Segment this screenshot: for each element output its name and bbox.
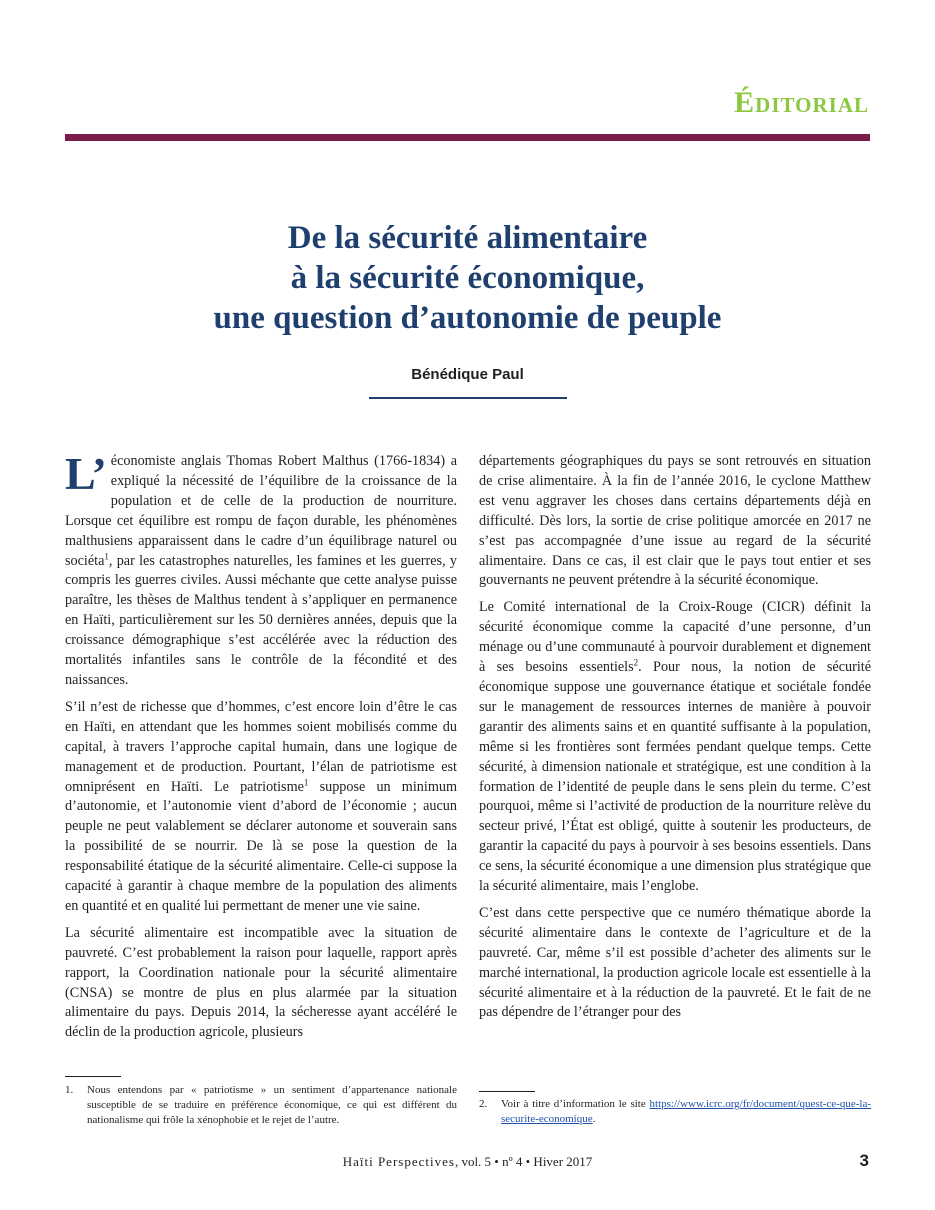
footnote-number: 2. [479, 1098, 488, 1110]
footnote-2 [479, 1097, 871, 1127]
paragraph-text: Le Comité international de la Croix-Rouge (CICR) définit la sécurité économique comme la capacité d’une personne, d’un ménage ou d’une communauté à pourvoir durablement et dignement à ses besoins essentiels [479, 599, 871, 676]
footnote-number: 1. [65, 1084, 74, 1096]
article-title [65, 218, 870, 338]
running-footer [0, 1154, 935, 1170]
footnote-1 [65, 1083, 457, 1128]
footnote-link[interactable]: https://www.icrc.org/fr/document/quest-ce-que-la-securite-economique [501, 1098, 871, 1125]
paragraph: départements géographiques du pays se sont retrouvés en situation de crise alimentaire. À la fin de l’année 2016, le cyclone Matthew est venu aggraver les choses dans certains départements déjà en difficulté. Dès lors, la sortie de crise politique amorcée en 2017 ne s’est pas accompagnée d’une issue au regard de la sécurité alimentaire. Dans ce cas, il est clair que le pays tout entier et ses gouvernants ne peuvent prétendre à la sécurité économique. [479, 453, 871, 589]
author-rule [369, 397, 567, 399]
footnote-text: Nous entendons par « patriotisme » un sentiment d’appartenance nationale susceptible de se traduire en préférence économique, ce qui est différent du nationalisme qui frôle la xénophobie et le rejet de l’autre. [87, 1084, 457, 1126]
title-line-1: De la sécurité alimentaire [287, 220, 648, 256]
footnote-text [501, 1097, 871, 1127]
journal-name: Haïti Perspectives [342, 1154, 455, 1169]
paragraph [479, 598, 871, 897]
paragraph [65, 448, 457, 691]
footnote-rule [65, 1076, 121, 1077]
footnote-end: . [592, 1113, 596, 1125]
footnote-rule [479, 1091, 535, 1092]
paragraph-text: . Pour nous, la notion de sécurité économique suppose une gouvernance étatique et sociétale fondée sur le management de ressources internes de manière à pouvoir garantir des aliments sains et en quantité suffisante à la population, même si les frontières sont fermées pendant quelque temps. Cette sécurité, à dimension nationale et stratégique, est une condition à la formation de l’identité de peuple dans le sens plein du terme. C’est pourquoi, même si l’activité de production de la nourriture relève du secteur privé, l’État est obligé, quitte à soutenir les producteurs, de garantir la capacité du pays à pourvoir à ses besoins essentiels. Dans ce sens, la sécurité économique a une dimension plus stratégique que la sécurité alimentaire, mais l’englobe. [479, 659, 872, 895]
body-column-left [65, 448, 457, 1050]
paragraph: La sécurité alimentaire est incompatible avec la situation de pauvreté. C’est probablement la raison pour laquelle, rapport après rapport, la Coordination nationale pour la sécurité alimentaire (CNSA) se montre de plus en plus alarmée par la situation alimentaire du pays. Depuis 2014, la sécheresse ayant accéléré le déclin de la production agricole, plusieurs [65, 924, 457, 1041]
footnote-ref: 1 [104, 550, 109, 561]
footnote-lead: Voir à titre d’information le site [501, 1098, 650, 1110]
paragraph-text: économiste anglais Thomas Robert Malthus (1766-1834) a expliqué la nécessité de l’équilibre de la croissance de la population et de celle de la production de nourriture. Lorsque cet équilibre est rompu de façon durable, les phénomènes malthusiens apparaissent dans le cadre d’un équilibrage naturel ou sociéta [65, 453, 457, 569]
page-number: 3 [859, 1151, 869, 1170]
paragraph-text: S’il n’est de richesse que d’hommes, c’est encore loin d’être le cas en Haïti, en attendant que les hommes soient mobilisés comme du capital, à travers l’approche capital humain, dans une logique de management et de production. Pourtant, l’élan de patriotisme est omniprésent en Haïti. Le patriotisme [65, 698, 457, 795]
issue-info: , vol. 5 • nº 4 • Hiver 2017 [454, 1154, 593, 1169]
paragraph [65, 698, 457, 917]
footnote-ref: 1 [303, 776, 309, 787]
author-name: Bénédique Paul [411, 366, 524, 383]
paragraph-text: , par les catastrophes naturelles, les famines et les guerres, y compris les guerres civiles. Aussi méchante que cette analyse puisse paraître, les thèses de Malthus tendent à s’appliquer en permanence en Haïti, particulièrement sur les 50 dernières années, depuis que la croissance démographique s’est accélérée avec la réduction des mortalités infantiles sans le contrôle de la fécondité et des naissances. [65, 552, 457, 688]
title-line-2: à la sécurité économique, [290, 260, 645, 296]
header-rule [65, 134, 870, 141]
title-line-3: une question d’autonomie de peuple [213, 300, 722, 336]
body-column-right [479, 452, 871, 1030]
footnote-ref: 2 [633, 657, 639, 668]
paragraph: C’est dans cette perspective que ce numéro thématique aborde la sécurité alimentaire dans le contexte de l’agriculture et de la pauvreté. Car, même s’il est possible d’acheter des aliments sur le marché international, la production agricole locale est essentielle à la sécurité alimentaire et à la réduction de la pauvreté. Et le fait de ne pas dépendre de l’étranger pour des [479, 904, 871, 1021]
drop-cap: L’ [65, 448, 107, 499]
section-label: Éditorial [734, 86, 869, 119]
paragraph-text: suppose un minimum d’autonomie, et l’autonomie vient d’abord de l’économie ; aucun peuple ne peut valablement se déclarer autonome et souverain sans la possibilité de se nourrir. De là se pose la question de la responsabilité étatique de la sécurité alimentaire. Celle-ci suppose la capacité à garantir à chaque membre de la population des aliments en quantité et en qualité lui permettant de mener une vie saine. [65, 778, 457, 914]
